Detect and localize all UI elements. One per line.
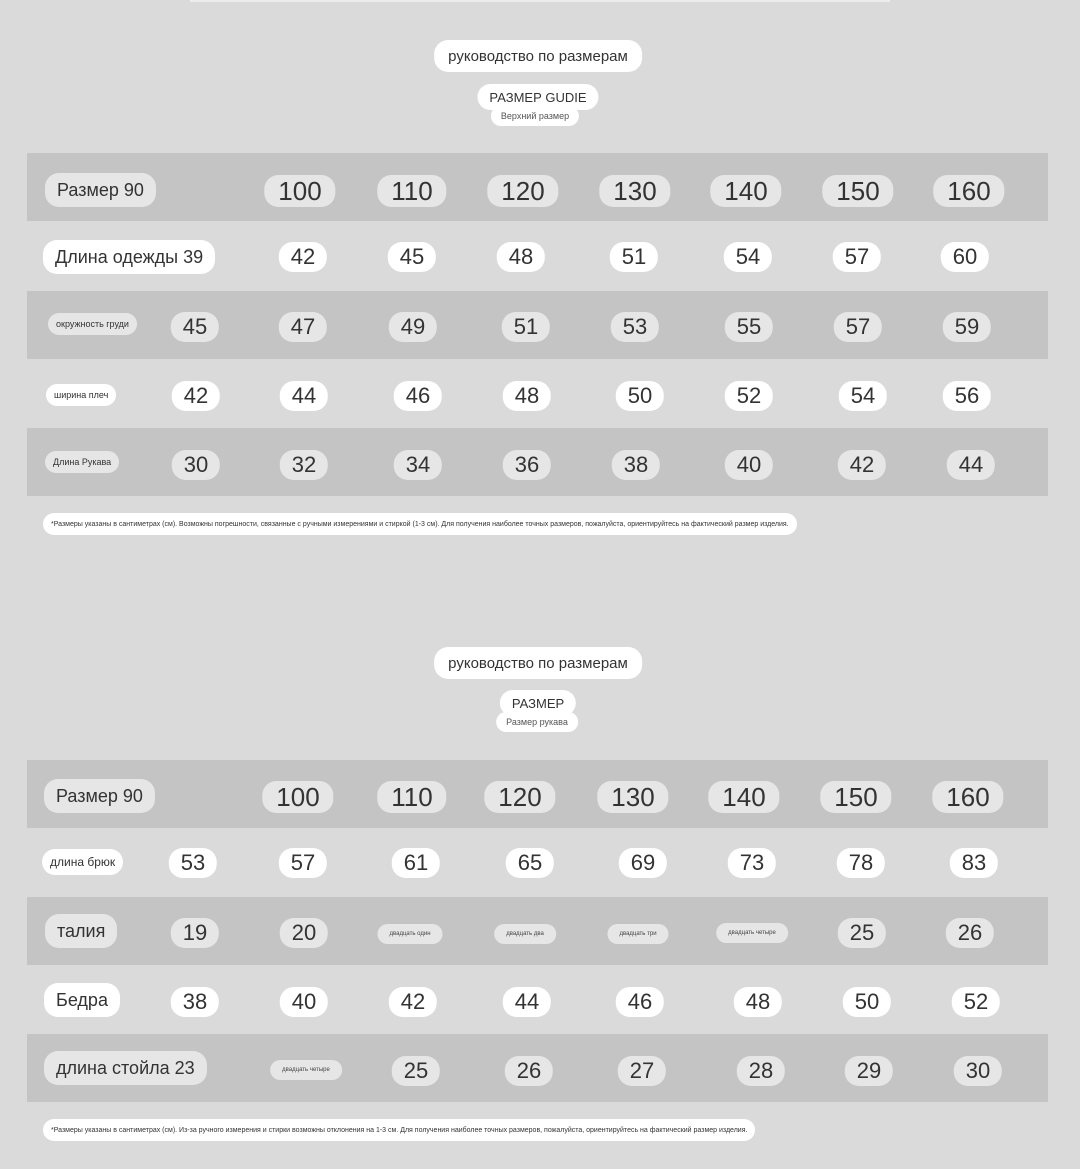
- row-label: Размер 90: [44, 779, 155, 813]
- table-cell: 57: [833, 242, 881, 272]
- table-cell: 38: [171, 987, 219, 1017]
- table-cell: 28: [737, 1056, 785, 1086]
- table-cell: 45: [388, 242, 436, 272]
- table-cell: 130: [599, 175, 670, 207]
- table-cell: 26: [946, 918, 994, 948]
- top-divider: [190, 0, 890, 2]
- table-cell: 83: [950, 848, 998, 878]
- table-cell: 120: [484, 781, 555, 813]
- table-cell: 57: [834, 312, 882, 342]
- table-cell: 49: [389, 312, 437, 342]
- table-cell: 30: [172, 450, 220, 480]
- row-label: Длина одежды 39: [43, 240, 215, 274]
- table-cell: 150: [820, 781, 891, 813]
- table-cell: 140: [708, 781, 779, 813]
- table-cell: 50: [843, 987, 891, 1017]
- table-cell: 140: [710, 175, 781, 207]
- table-cell: 26: [505, 1056, 553, 1086]
- table-cell: 44: [503, 987, 551, 1017]
- table-cell: 20: [280, 918, 328, 948]
- table-cell: 61: [392, 848, 440, 878]
- table-cell: 54: [724, 242, 772, 272]
- table-cell: 69: [619, 848, 667, 878]
- table-cell: двадцать четыре: [716, 923, 788, 943]
- row-label: окружность груди: [48, 313, 137, 335]
- row-label: ширина плеч: [46, 384, 116, 406]
- table-cell: двадцать три: [607, 924, 668, 944]
- table-cell: 40: [280, 987, 328, 1017]
- table-cell: 65: [506, 848, 554, 878]
- table-cell: 48: [734, 987, 782, 1017]
- table-cell: 100: [264, 175, 335, 207]
- table-cell: 42: [172, 381, 220, 411]
- table-cell: 52: [725, 381, 773, 411]
- table-cell: 38: [612, 450, 660, 480]
- table-cell: 59: [943, 312, 991, 342]
- section-caption: Верхний размер: [491, 106, 579, 126]
- table-cell: 60: [941, 242, 989, 272]
- page-title: руководство по размерам: [434, 647, 642, 679]
- table-cell: 56: [943, 381, 991, 411]
- table-cell: 25: [838, 918, 886, 948]
- table-cell: 78: [837, 848, 885, 878]
- footnote: *Размеры указаны в сантиметрах (см). Возможны погрешности, связанные с ручными измерениями и стиркой (1-3 см). Для получения наиболее точных размеров, пожалуйста, ориентируйтесь на фактический размер изделия.: [43, 513, 797, 535]
- table-cell: 42: [389, 987, 437, 1017]
- table-cell: 30: [954, 1056, 1002, 1086]
- row-label: Размер 90: [45, 173, 156, 207]
- table-cell: 50: [616, 381, 664, 411]
- table-cell: 52: [952, 987, 1000, 1017]
- table-cell: 130: [597, 781, 668, 813]
- table-cell: 160: [932, 781, 1003, 813]
- page-title: руководство по размерам: [434, 40, 642, 72]
- table-cell: 51: [502, 312, 550, 342]
- table-cell: 100: [262, 781, 333, 813]
- table-cell: 53: [611, 312, 659, 342]
- table-cell: 19: [171, 918, 219, 948]
- section-subtitle: РАЗМЕР GUDIE: [477, 84, 598, 110]
- table-cell: 47: [279, 312, 327, 342]
- table-cell: 160: [933, 175, 1004, 207]
- table-cell: 48: [503, 381, 551, 411]
- section-subtitle: РАЗМЕР: [500, 690, 576, 716]
- table-cell: 51: [610, 242, 658, 272]
- table-cell: 45: [171, 312, 219, 342]
- table-cell: 27: [618, 1056, 666, 1086]
- table-cell: 150: [822, 175, 893, 207]
- row-label: талия: [45, 914, 117, 948]
- table-cell: 44: [947, 450, 995, 480]
- table-cell: 53: [169, 848, 217, 878]
- table-cell: 25: [392, 1056, 440, 1086]
- table-cell: двадцать один: [377, 924, 442, 944]
- table-cell: 32: [280, 450, 328, 480]
- table-cell: 57: [279, 848, 327, 878]
- row-label: длина брюк: [42, 849, 123, 875]
- row-label: Длина Рукава: [45, 451, 119, 473]
- table-cell: 48: [497, 242, 545, 272]
- table-cell: 110: [377, 781, 446, 813]
- table-cell: 55: [725, 312, 773, 342]
- table-cell: 54: [839, 381, 887, 411]
- row-label: длина стойла 23: [44, 1051, 207, 1085]
- row-label: Бедра: [44, 983, 120, 1017]
- table-cell: 40: [725, 450, 773, 480]
- table-cell: 44: [280, 381, 328, 411]
- table-cell: 120: [487, 175, 558, 207]
- table-cell: 46: [394, 381, 442, 411]
- table-cell: двадцать четыре: [270, 1060, 342, 1080]
- table-cell: 42: [279, 242, 327, 272]
- table-cell: 36: [503, 450, 551, 480]
- table-cell: 34: [394, 450, 442, 480]
- footnote: *Размеры указаны в сантиметрах (см). Из-за ручного измерения и стирки возможны отклонения на 1-3 см. Для получения наиболее точных размеров, пожалуйста, ориентируйтесь на фактический размер изделия.: [43, 1119, 755, 1141]
- section-caption: Размер рукава: [496, 712, 578, 732]
- table-cell: 110: [377, 175, 446, 207]
- table-cell: 46: [616, 987, 664, 1017]
- table-cell: 29: [845, 1056, 893, 1086]
- table-cell: 73: [728, 848, 776, 878]
- table-cell: двадцать два: [494, 924, 556, 944]
- table-cell: 42: [838, 450, 886, 480]
